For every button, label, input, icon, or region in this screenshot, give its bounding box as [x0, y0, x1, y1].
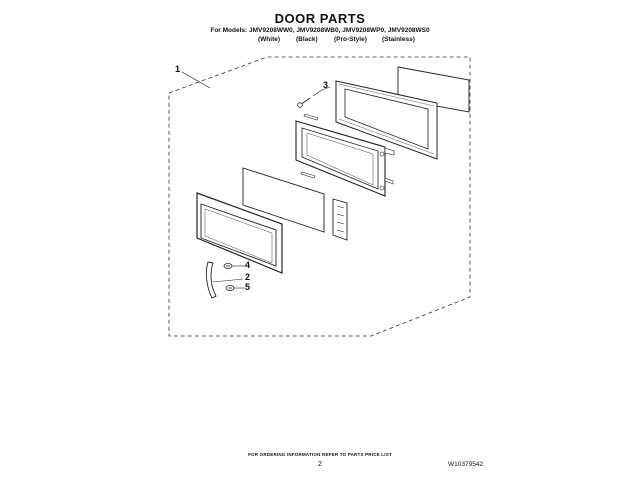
- document-number: W10379542: [448, 461, 484, 468]
- hinge-clip-lower: [385, 178, 393, 184]
- callout-3: 3: [323, 80, 329, 90]
- color-variant-pro-style: (Pro-Style): [334, 36, 367, 43]
- models-line: For Models: JMV9208WW0, JMV9208WB0, JMV9208WP0, JMV9208WS0: [210, 27, 430, 34]
- callout-2-leader: [213, 279, 243, 282]
- color-variant-black: (Black): [296, 36, 318, 43]
- small-clip-mid: [301, 172, 315, 178]
- callout-1-leader: [182, 72, 210, 88]
- hinge-clip-upper: [385, 148, 394, 155]
- handle-part-5: [226, 285, 234, 290]
- ordering-info-note: FOR ORDERING INFORMATION REFER TO PARTS PRICE LIST: [248, 452, 392, 457]
- callout-2: 2: [245, 272, 251, 282]
- latch-bracket: [333, 199, 347, 240]
- callout-1: 1: [175, 64, 181, 74]
- page-number: 2: [318, 461, 322, 468]
- small-clip-top: [304, 114, 318, 120]
- screw-part-3: [298, 90, 322, 107]
- callout-4: 4: [245, 260, 251, 270]
- door-handle-part-2: [206, 262, 216, 298]
- handle-part-4: [224, 263, 232, 268]
- color-variant-white: (White): [258, 36, 281, 43]
- callout-5: 5: [245, 282, 251, 292]
- color-variant-stainless: (Stainless): [382, 36, 415, 43]
- page-title: DOOR PARTS: [274, 11, 366, 26]
